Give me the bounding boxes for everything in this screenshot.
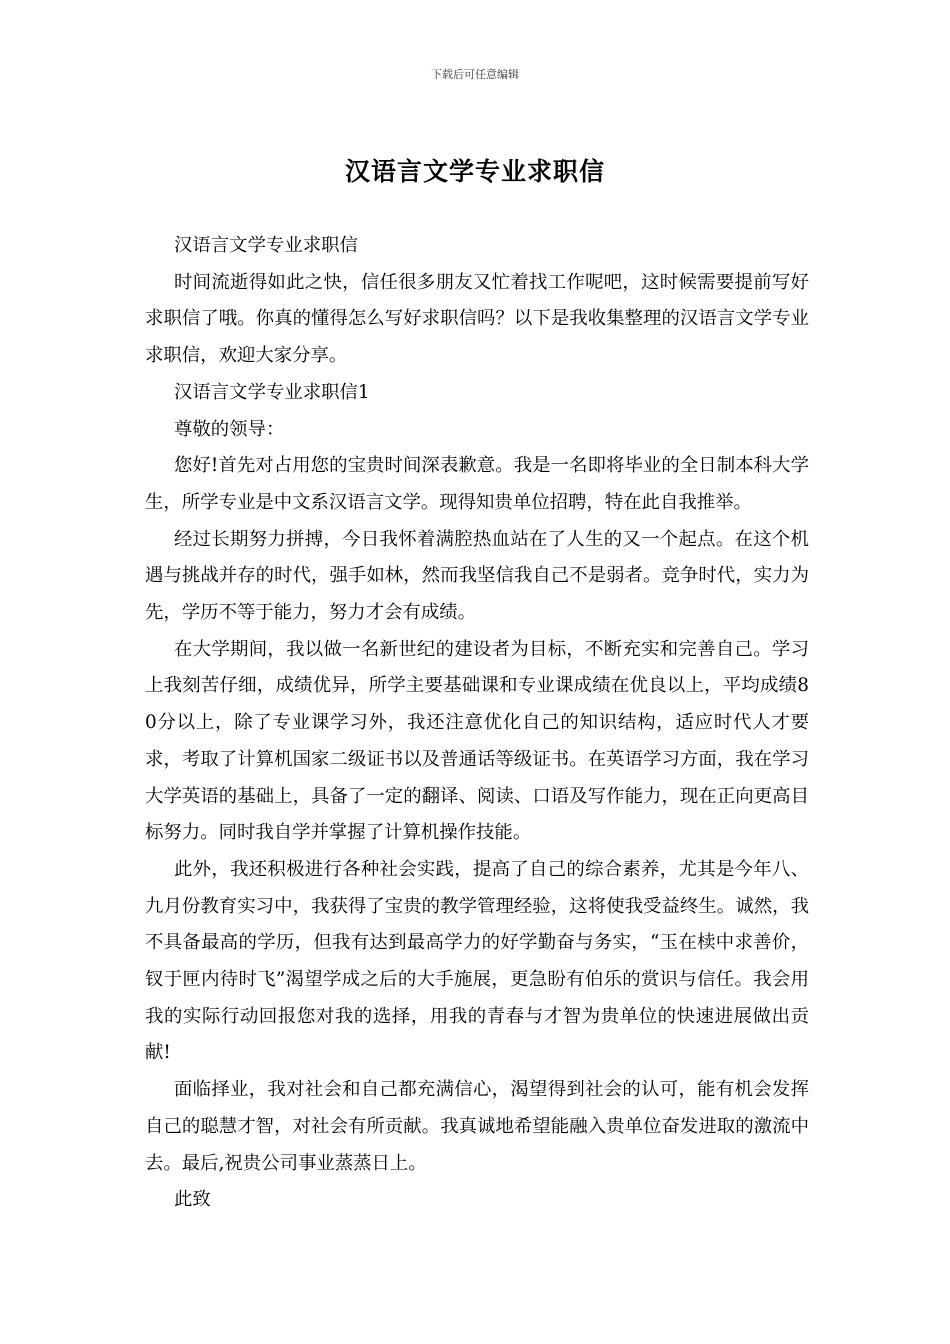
closing-line: 此致	[174, 1189, 211, 1211]
body-paragraph: 此外，我还积极进行各种社会实践，提高了自己的综合素养，尤其是今年八、九月份教育实习中，我获得了宝贵的教学管理经验，这将使我受益终生。诚然，我不具备最高的学历，但我有达到最高学力的好学勤奋与务实，“玉在椟中求善价，钗于匣内待时飞”渴望学成之后的大手施展，更急盼有伯乐的赏识与信任。我会用我的实际行动回报您对我的选择，用我的青春与才智为贵单位的快速进展做出贡献!	[145, 858, 809, 1064]
body-paragraph: 经过长期努力拼搏，今日我怀着满腔热血站在了人生的又一个起点。在这个机遇与挑战并存的时代，强手如林，然而我坚信我自己不是弱者。竞争时代，实力为先，学历不等于能力，努力才会有成绩。	[145, 528, 809, 624]
header-note: 下载后可任意编辑	[431, 68, 519, 81]
subtitle-paragraph: 汉语言文学专业求职信	[174, 235, 358, 256]
body-paragraph: 在大学期间，我以做一名新世纪的建设者为目标，不断充实和完善自己。学习上我刻苦仔细，成绩优异，所学主要基础课和专业课成绩在优良以上，平均成绩80分以上，除了专业课学习外，我还注意优化自己的知识结构，适应时代人才要求，考取了计算机国家二级证书以及普通话等级证书。在英语学习方面，我在学习大学英语的基础上，具备了一定的翻译、阅读、口语及写作能力，现在正向更高目标努力。同时我自学并掌握了计算机操作技能。	[145, 638, 809, 844]
document-title: 汉语言文学专业求职信	[344, 157, 605, 186]
intro-paragraph: 时间流逝得如此之快，信任很多朋友又忙着找工作呢吧，这时候需要提前写好求职信了哦。你真的懂得怎么写好求职信吗？以下是我收集整理的汉语言文学专业求职信，欢迎大家分享。	[145, 271, 809, 367]
body-paragraph: 面临择业，我对社会和自己都充满信心，渴望得到社会的认可，能有机会发挥自己的聪慧才智，对社会有所贡献。我真诚地希望能融入贵单位奋发进取的激流中去。最后,祝贵公司事业蒸蒸日上。	[145, 1079, 809, 1174]
document-body	[145, 228, 809, 1219]
body-paragraph: 您好!首先对占用您的宝贵时间深表歉意。我是一名即将毕业的全日制本科大学生，所学专业是中文系汉语言文学。现得知贵单位招聘，特在此自我推举。	[145, 455, 809, 513]
salutation: 尊敬的领导：	[174, 418, 285, 440]
letter-heading: 汉语言文学专业求职信1	[174, 381, 370, 403]
